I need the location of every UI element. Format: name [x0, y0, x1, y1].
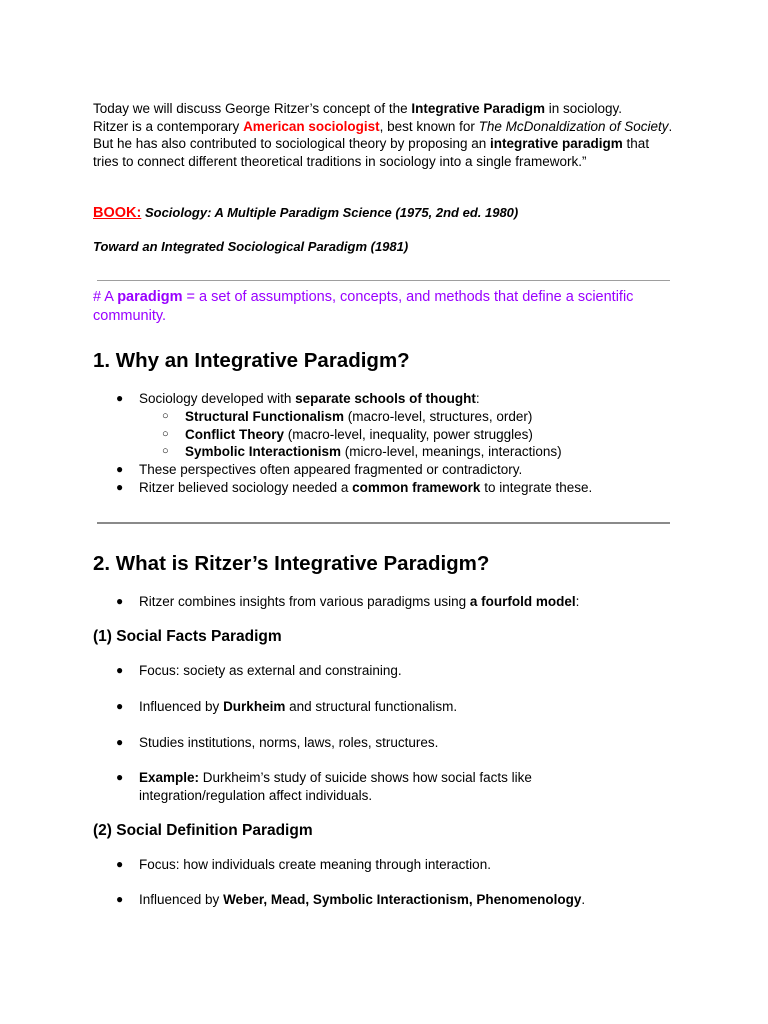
- intro-text: Ritzer is a contemporary: [93, 118, 244, 134]
- bullet-icon: ●: [116, 735, 124, 749]
- section-2-heading: 2. What is Ritzer’s Integrative Paradigm?: [93, 552, 490, 575]
- bullet-icon: ●: [116, 391, 124, 405]
- book-label: BOOK:: [93, 205, 142, 221]
- sub-list-item-text: Conflict Theory (macro-level, inequality, power struggles): [185, 427, 533, 442]
- paradigm-definition: [93, 288, 678, 326]
- bullet-icon: ●: [116, 892, 124, 906]
- bullet-icon: ●: [116, 663, 124, 677]
- intro-bold-term: integrative paradigm: [490, 136, 623, 151]
- intro-text: in sociology.: [544, 101, 622, 116]
- intro-bold-term: Integrative Paradigm: [411, 101, 545, 116]
- definition-text: # A: [93, 289, 118, 305]
- book-line-1: [93, 204, 518, 223]
- list-item-text: Influenced by Weber, Mead, Symbolic Interactionism, Phenomenology.: [139, 892, 586, 907]
- intro-highlight: American sociologist: [243, 118, 380, 134]
- list-item-text: Focus: society as external and constraining.: [139, 663, 402, 678]
- sub-list-item-text: Structural Functionalism (macro-level, structures, order): [185, 409, 533, 424]
- list-item-text: Ritzer believed sociology needed a common framework to integrate these.: [139, 480, 593, 495]
- bullet-icon: ●: [116, 462, 124, 476]
- bullet-icon: ●: [116, 770, 124, 784]
- intro-text: that tries to connect different theoretical traditions in sociology into a single framework.”: [93, 136, 650, 169]
- sub-list-item-text: Symbolic Interactionism (micro-level, meanings, interactions): [185, 444, 562, 459]
- book-title-1: Sociology: A Multiple Paradigm Science (1975, 2nd ed. 1980): [144, 205, 519, 220]
- list-item-text: Ritzer combines insights from various paradigms using a fourfold model:: [139, 594, 580, 609]
- subsection-heading: (1) Social Facts Paradigm: [93, 628, 282, 645]
- bullet-icon: ●: [116, 699, 124, 713]
- subsection-heading: (2) Social Definition Paradigm: [93, 822, 313, 839]
- definition-text: = a set of assumptions, concepts, and methods that define a scientific community.: [93, 289, 634, 324]
- list-item-text: Example: Durkheim’s study of suicide shows how social facts like integration/regulation affect individuals.: [139, 770, 532, 803]
- list-item-text: Focus: how individuals create meaning through interaction.: [139, 857, 491, 872]
- intro-text: Today we will discuss George Ritzer’s concept of the: [93, 101, 412, 116]
- circle-bullet-icon: ○: [162, 445, 169, 457]
- section-1-heading: 1. Why an Integrative Paradigm?: [93, 349, 410, 372]
- intro-text: . But he has also contributed to sociological theory by proposing an: [93, 118, 673, 151]
- list-item-text: Influenced by Durkheim and structural functionalism.: [139, 699, 458, 714]
- definition-term: paradigm: [117, 289, 183, 305]
- intro-book-title: The McDonaldization of Society: [478, 118, 669, 134]
- intro-paragraph: [93, 100, 678, 170]
- divider: [97, 280, 670, 281]
- divider: [97, 522, 670, 524]
- list-item-text: These perspectives often appeared fragmented or contradictory.: [139, 462, 523, 477]
- list-item-text: Studies institutions, norms, laws, roles, structures.: [139, 735, 439, 750]
- bullet-icon: ●: [116, 594, 124, 608]
- book-title-2: Toward an Integrated Sociological Paradigm (1981): [93, 239, 409, 254]
- intro-text: , best known for: [379, 118, 479, 134]
- bullet-icon: ●: [116, 480, 124, 494]
- bullet-icon: ●: [116, 857, 124, 871]
- circle-bullet-icon: ○: [162, 410, 169, 422]
- list-item-text: Sociology developed with separate schools of thought:: [139, 391, 480, 406]
- circle-bullet-icon: ○: [162, 428, 169, 440]
